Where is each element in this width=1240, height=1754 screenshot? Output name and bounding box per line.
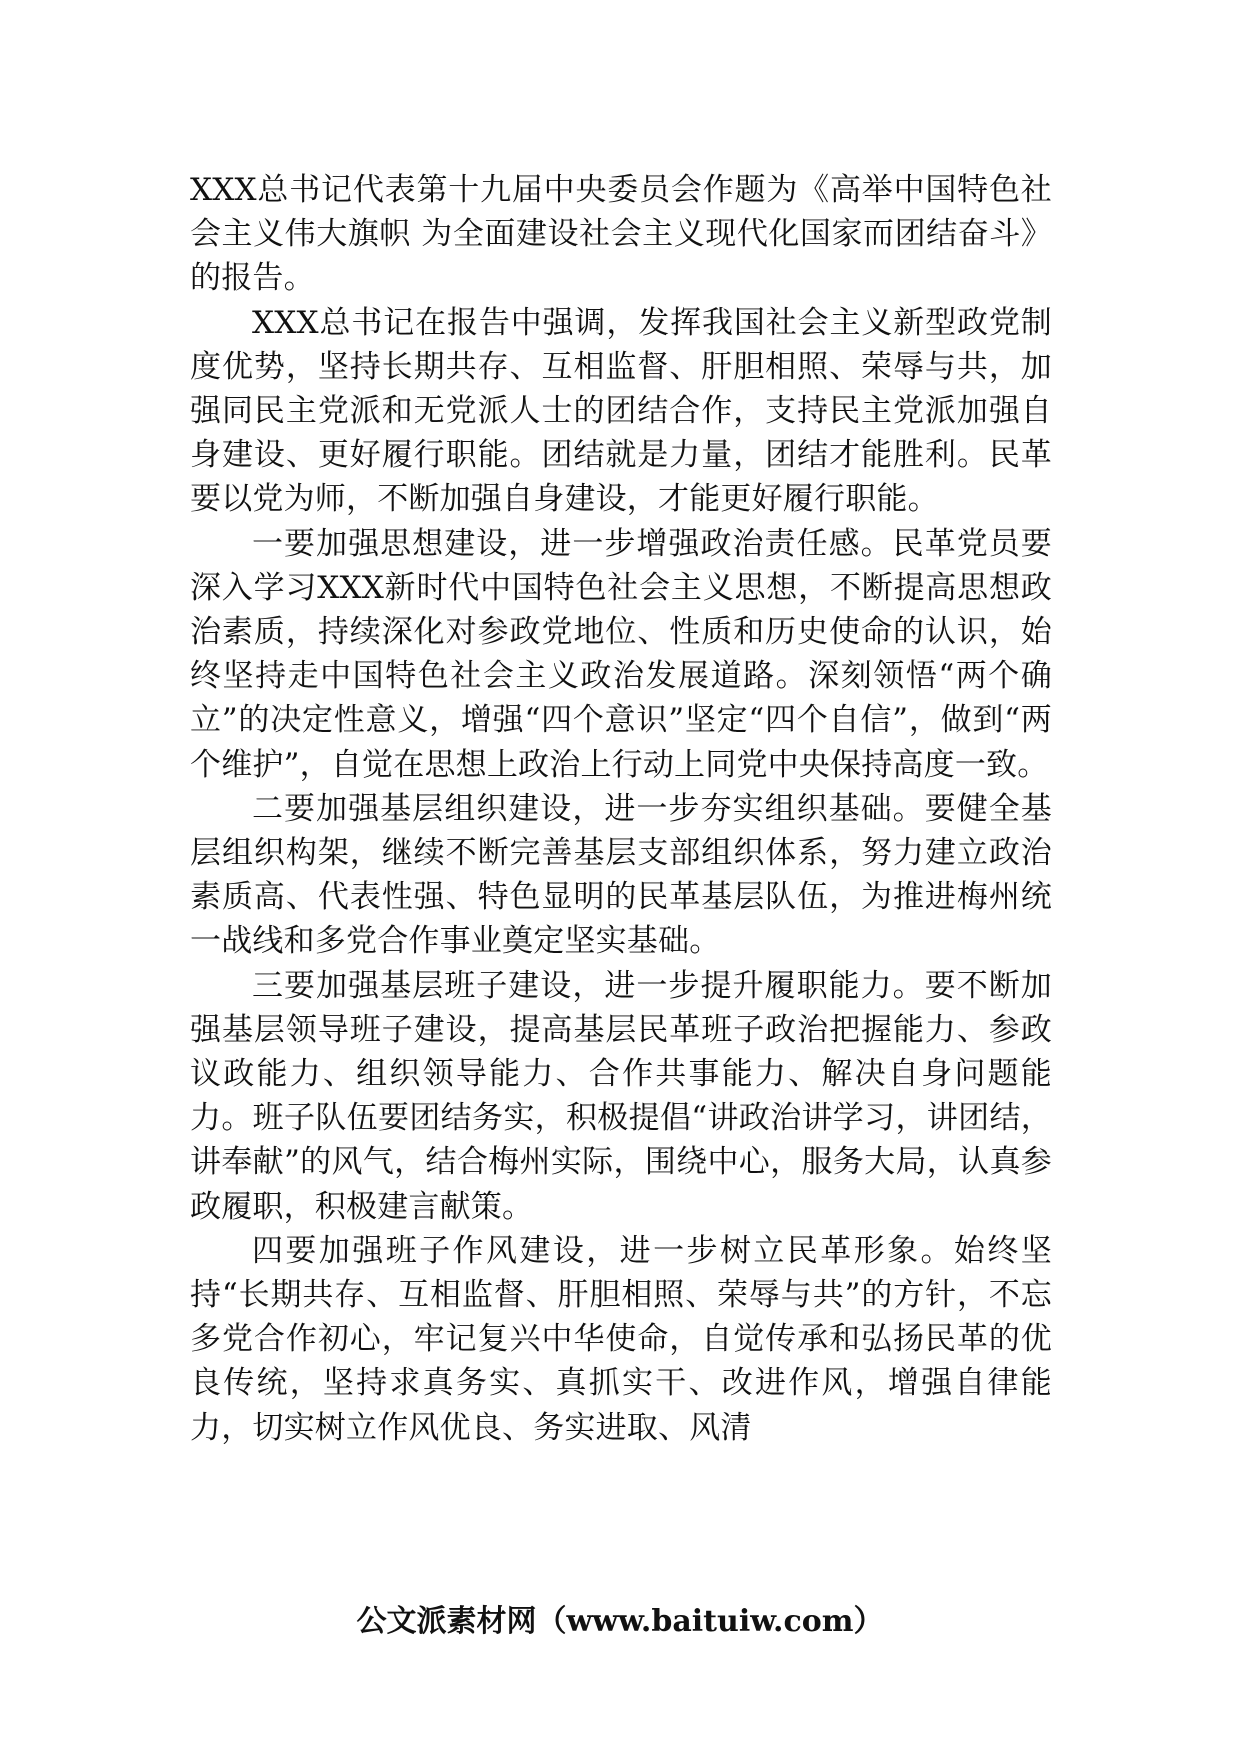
document-body xyxy=(190,168,1052,1450)
paragraph-ideological-building: 一要加强思想建设，进一步增强政治责任感。民革党员要深入学习XXX新时代中国特色社会主义思想，不断提高思想政治素质，持续深化对参政党地位、性质和历史使命的认识，始终坚持走中国特色社会主义政治发展道路。深刻领悟“两个确立”的决定性意义，增强“四个意识”坚定“四个自信”，做到“两个维护”，自觉在思想上政治上行动上同党中央保持高度一致。 xyxy=(190,525,1052,783)
paragraph-work-style: 四要加强班子作风建设，进一步树立民革形象。始终坚持“长期共存、互相监督、肝胆相照、荣辱与共”的方针，不忘多党合作初心，牢记复兴中华使命，自觉传承和弘扬民革的优良传统，坚持求真务实、真抓实干、改进作风，增强自律能力，切实树立作风优良、务实进取、风清 xyxy=(190,1232,1052,1446)
paragraph-report-title: XXX总书记代表第十九届中央委员会作题为《高举中国特色社会主义伟大旗帜 为全面建设社会主义现代化国家而团结奋斗》的报告。 xyxy=(190,172,1052,297)
paragraph-leadership-team: 三要加强基层班子建设，进一步提升履职能力。要不断加强基层领导班子建设，提高基层民革班子政治把握能力、参政议政能力、组织领导能力、合作共事能力、解决自身问题能力。班子队伍要团结务实，积极提倡“讲政治讲学习，讲团结，讲奉献”的风气，结合梅州实际，围绕中心，服务大局，认真参政履职，积极建言献策。 xyxy=(190,967,1052,1225)
paragraph-grassroots-organization: 二要加强基层组织建设，进一步夯实组织基础。要健全基层组织构架，继续不断完善基层支部组织体系，努力建立政治素质高、代表性强、特色显明的民革基层队伍，为推进梅州统一战线和多党合作事业奠定坚实基础。 xyxy=(190,790,1052,960)
paragraph-party-system: XXX总书记在报告中强调，发挥我国社会主义新型政党制度优势，坚持长期共存、互相监督、肝胆相照、荣辱与共，加强同民主党派和无党派人士的团结合作，支持民主党派加强自身建设、更好履行职能。团结就是力量，团结才能胜利。民革要以党为师，不断加强自身建设，才能更好履行职能。 xyxy=(190,304,1052,518)
footer-watermark-text: 公文派素材网（www.baituiw.com） xyxy=(356,1604,884,1639)
